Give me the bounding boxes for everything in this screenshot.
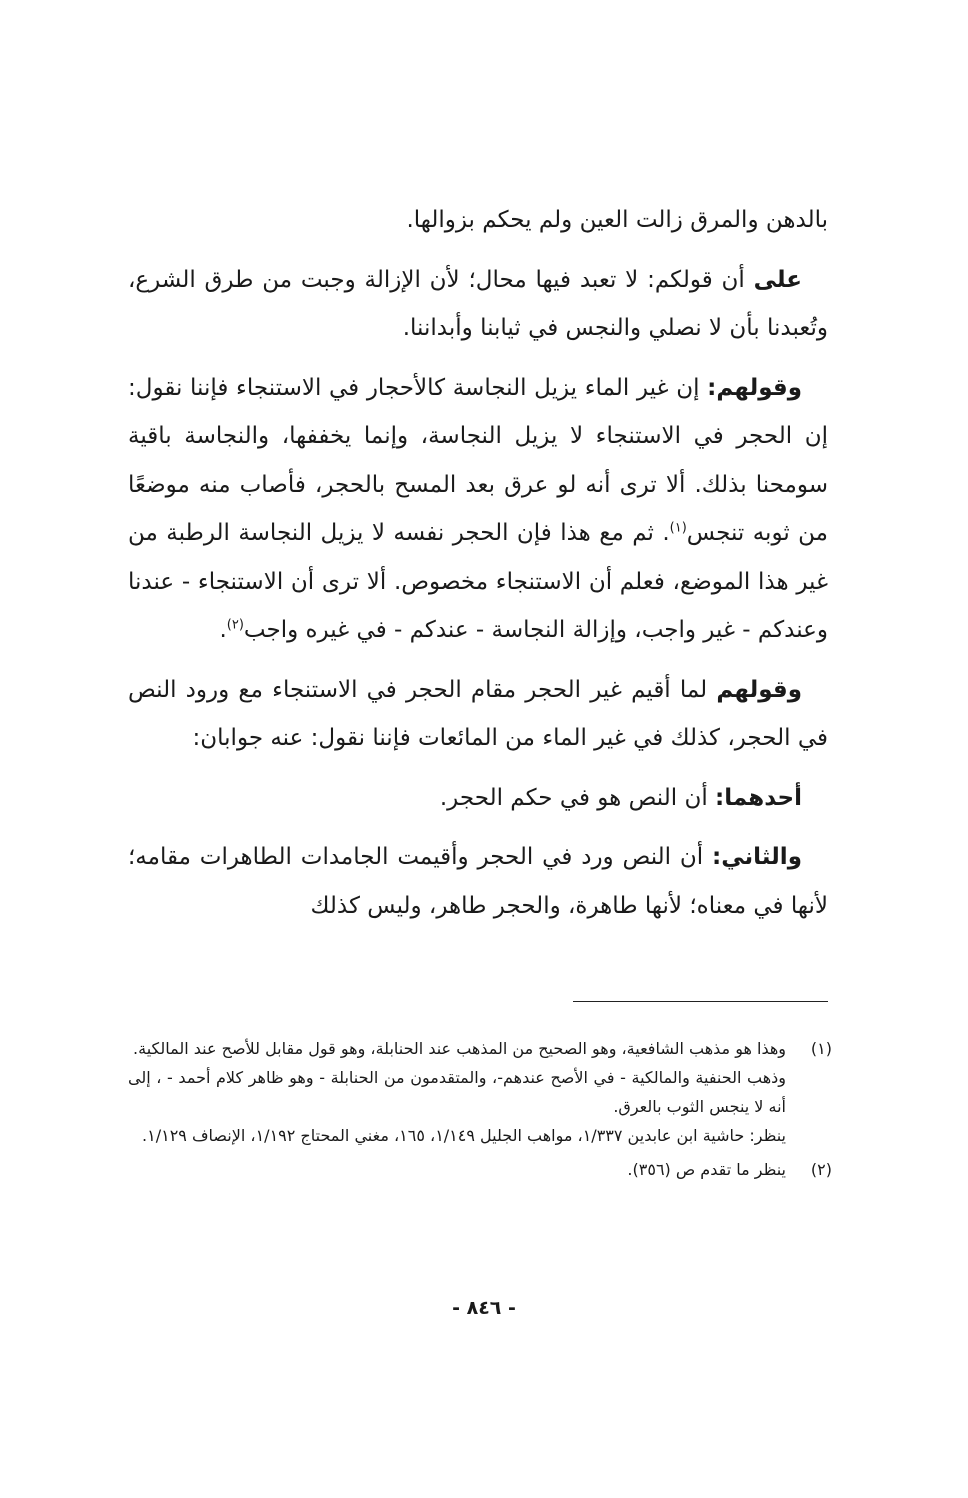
footnote-number: (١) [810, 1039, 832, 1058]
keyword: وقولهم [716, 676, 802, 703]
footnote-2 [128, 1155, 832, 1184]
paragraph-1: بالدهن والمرق زالت العين ولم يحكم بزوالها. [406, 207, 828, 233]
footnotes [128, 1034, 832, 1189]
main-text [128, 196, 828, 941]
footnote-body: ينظر ما تقدم ص (٣٥٦). [627, 1160, 786, 1179]
footnote-1 [128, 1034, 832, 1150]
page-number: - ٨٤٦ - [452, 1297, 516, 1319]
footnote-body: وهذا هو مذهب الشافعية، وهو الصحيح من المذهب عند الحنابلة، وهو قول مقابل للأصح عند المالكية. وذهب الحنفية والمالكية - في الأصح عندهم-، والمتقدمون من الحنابلة - وهو ظاهر كلام أحمد - ، إلى أنه لا ينجس الثوب بالعرق. ينظر: حاشية ابن عابدين ١/٣٣٧، مواهب الجليل ١/١٤٩، ١٦٥، مغني المحتاج ١/١٩٢، الإنصاف ١/١٢٩. [128, 1039, 786, 1145]
paragraph-3: وقولهم: إن غير الماء يزيل النجاسة كالأحجار في الاستنجاء فإننا نقول: إن الحجر في الاستنجاء لا يزيل النجاسة، وإنما يخففها، والنجاسة باقية سومحنا بذلك. ألا ترى أنه لو عرق بعد المسح بالحجر، فأصاب منه موضعًا من ثوبه تنجس$^{(١)}$. ثم مع هذا فإن الحجر نفسه لا يزيل النجاسة الرطبة من غير هذا الموضع، فعلم أن الاستنجاء مخصوص. ألا ترى أن الاستنجاء - عندنا وعندكم - غير واجب، وإزالة النجاسة - عندكم - في غيره واجب$^{(٢)}$. [128, 374, 828, 643]
paragraph-6: والثاني: أن النص ورد في الحجر وأقيمت الجامدات الطاهرات مقامه؛ لأنها في معناه؛ لأنها طاهرة، والحجر طاهر، وليس كذلك [128, 844, 828, 919]
paragraph-4: وقولهم لما أقيم غير الحجر مقام الحجر في الاستنجاء مع ورود النص في الحجر، كذلك في غير الماء من المائعات فإننا نقول: عنه جوابان: [128, 676, 828, 751]
footnote-number: (٢) [810, 1160, 832, 1179]
keyword: على [753, 266, 802, 293]
paragraph-2: على أن قولكم: لا تعبد فيها محال؛ لأن الإزالة وجبت من طرق الشرع، وتُعبدنا بأن لا نصلي والنجس في ثيابنا وأبداننا. [128, 266, 828, 341]
footnote-ref-2[interactable]: (٢) [226, 617, 244, 633]
keyword: أحدهما: [715, 784, 802, 811]
footnote-separator [573, 1001, 828, 1002]
keyword: والثاني: [712, 844, 802, 870]
footnote-ref-1[interactable]: (١) [669, 520, 687, 536]
keyword: وقولهم: [707, 374, 802, 401]
paragraph-5: أحدهما: أن النص هو في حكم الحجر. [439, 784, 802, 811]
